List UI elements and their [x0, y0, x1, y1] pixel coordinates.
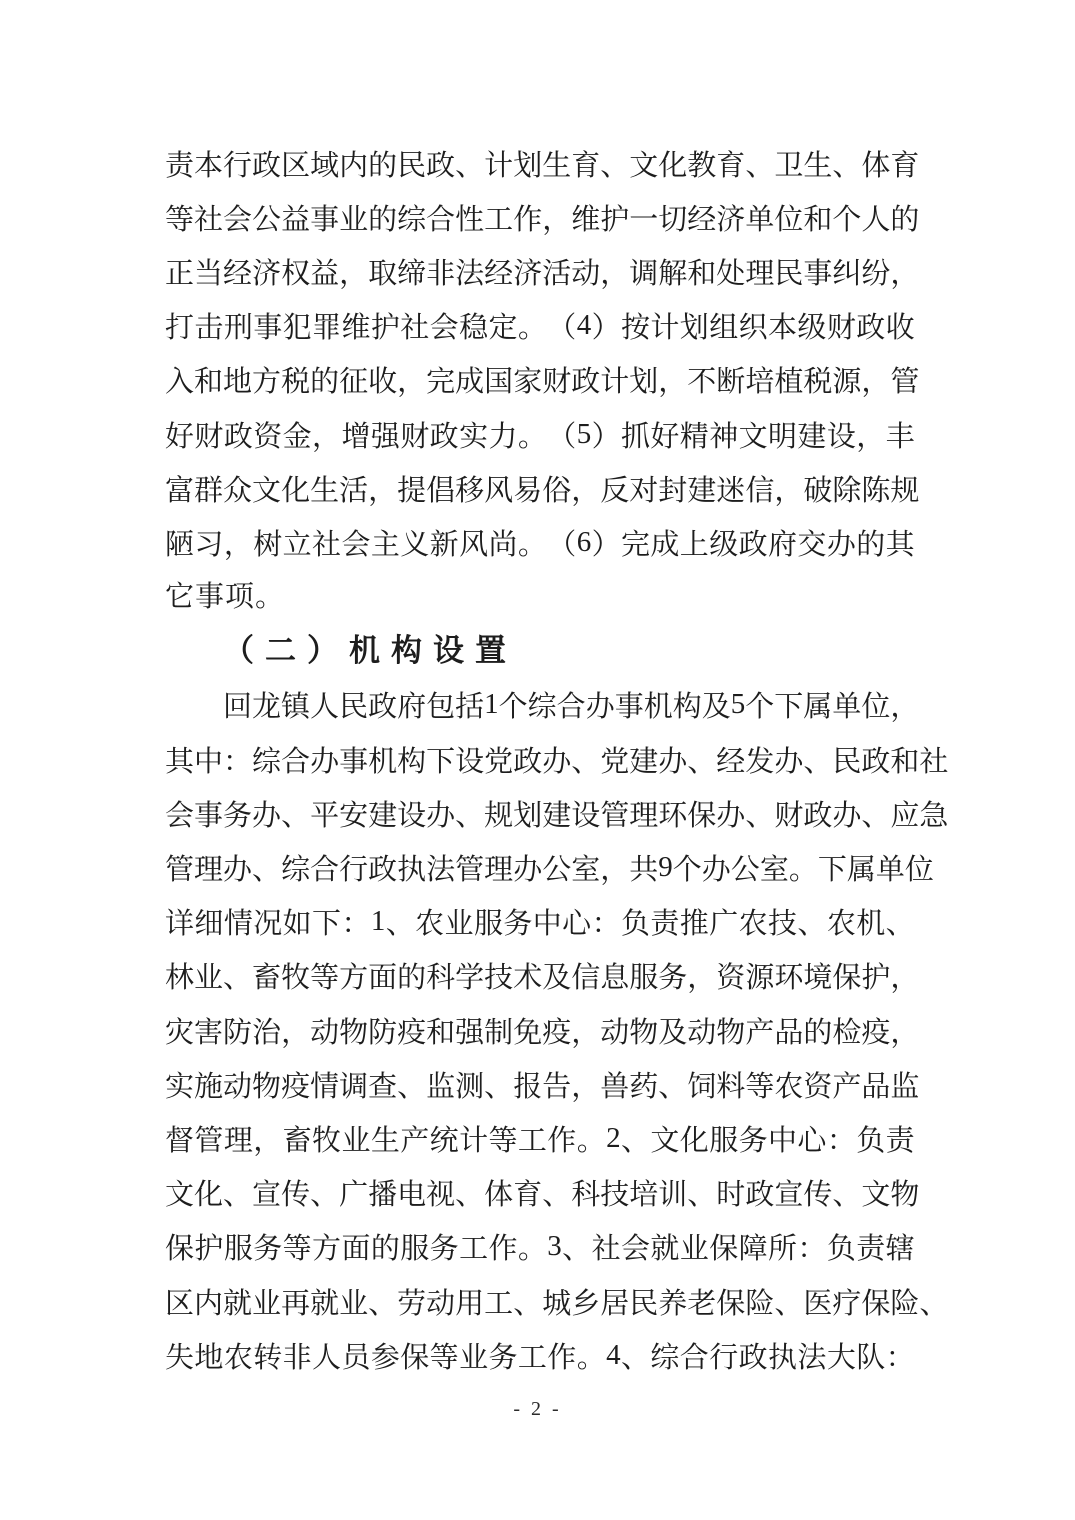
text-line: 陋 习 ， 树 立 社 会 主 义 新 风 尚 。 （ 6 ） 完 成 上 级 政 府 交 办 的 其	[165, 525, 915, 561]
text-line: 正 当 经 济 权 益 ， 取 缔 非 法 经 济 活 动 ， 调 解 和 处 理 民 事 纠 纷 ，	[165, 257, 920, 290]
text-line: 详 细 情 况 如 下 ： 1 、 农 业 服 务 中 心 ： 负 责 推 广 农 技 、 农 机 、	[165, 905, 915, 941]
text-line: 保 护 服 务 等 方 面 的 服 务 工 作 。 3 、 社 会 就 业 保 障 所 ： 负 责 辖	[165, 1230, 915, 1266]
text-line: 实 施 动 物 疫 情 调 查 、 监 测 、 报 告 ， 兽 药 、 饲 料 等 农 资 产 品 监	[165, 1070, 920, 1103]
text-line: 责 本 行 政 区 域 内 的 民 政 、 计 划 生 育 、 文 化 教 育 、 卫 生 、 体 育	[165, 149, 920, 182]
text-line: 区 内 就 业 再 就 业 、 劳 动 用 工 、 城 乡 居 民 养 老 保 险 、 医 疗 保 险 、	[165, 1287, 949, 1320]
text-line: 回 龙 镇 人 民 政 府 包 括 1 个 综 合 办 事 机 构 及 5 个 下 属 单 位 ，	[223, 688, 920, 724]
document-body	[165, 136, 949, 1382]
text-line: 它事项。	[165, 580, 286, 613]
text-line: 入 和 地 方 税 的 征 收 ， 完 成 国 家 财 政 计 划 ， 不 断 培 植 税 源 ， 管	[165, 366, 920, 399]
text-line: 其 中 ： 综 合 办 事 机 构 下 设 党 政 办 、 党 建 办 、 经 发 办 、 民 政 和 社	[165, 745, 949, 778]
text-line: 富 群 众 文 化 生 活 ， 提 倡 移 风 易 俗 ， 反 对 封 建 迷 信 ， 破 除 陈 规	[165, 474, 920, 507]
text-line: 林 业 、 畜 牧 等 方 面 的 科 学 技 术 及 信 息 服 务 ， 资 源 环 境 保 护 ，	[165, 962, 920, 995]
page-number: - 2 -	[513, 1398, 562, 1420]
text-line: 打 击 刑 事 犯 罪 维 护 社 会 稳 定 。 （ 4 ） 按 计 划 组 织 本 级 财 政 收	[165, 309, 915, 345]
text-line: 会 事 务 办 、 平 安 建 设 办 、 规 划 建 设 管 理 环 保 办 、 财 政 办 、 应 急	[165, 799, 949, 832]
text-line: 等 社 会 公 益 事 业 的 综 合 性 工 作 ， 维 护 一 切 经 济 单 位 和 个 人 的	[165, 203, 920, 236]
text-line: 灾 害 防 治 ， 动 物 防 疫 和 强 制 免 疫 ， 动 物 及 动 物 产 品 的 检 疫 ，	[165, 1016, 920, 1049]
section-heading: （二）机构设置	[223, 632, 517, 668]
text-line: 文 化 、 宣 传 、 广 播 电 视 、 体 育 、 科 技 培 训 、 时 政 宣 传 、 文 物	[165, 1179, 920, 1212]
text-line: 督 管 理 ， 畜 牧 业 生 产 统 计 等 工 作 。 2 、 文 化 服 务 中 心 ： 负 责	[165, 1121, 915, 1157]
text-line: 管 理 办 、 综 合 行 政 执 法 管 理 办 公 室 ， 共 9 个 办 公 室 。 下 属 单 位	[165, 851, 934, 887]
text-line: 好 财 政 资 金 ， 增 强 财 政 实 力 。 （ 5 ） 抓 好 精 神 文 明 建 设 ， 丰	[165, 417, 915, 453]
text-line: 失 地 农 转 非 人 员 参 保 等 业 务 工 作 。 4 、 综 合 行 政 执 法 大 队 ：	[165, 1338, 915, 1374]
